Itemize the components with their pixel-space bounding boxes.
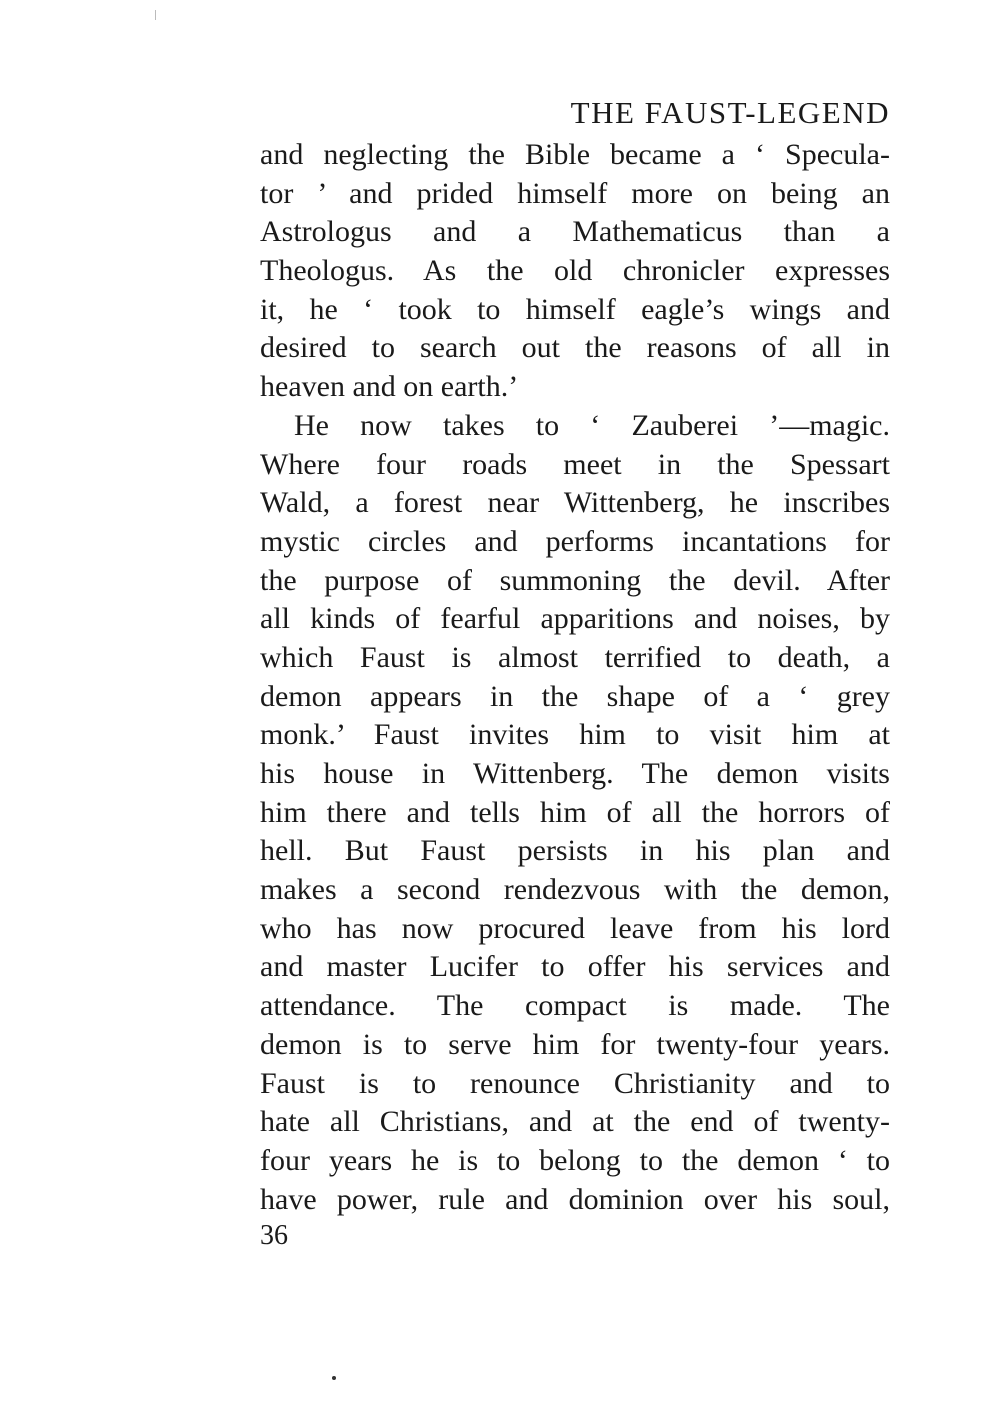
text-line: Where four roads meet in the Spessart	[260, 447, 890, 481]
text-line: Wald, a forest near Wittenberg, he inscribes	[260, 486, 890, 520]
margin-mark	[155, 10, 156, 20]
text-line: the purpose of summoning the devil. After	[260, 563, 890, 597]
text-line: He now takes to ‘ Zauberei ’—magic.	[294, 408, 890, 442]
text-line: hell. But Faust persists in his plan and	[260, 834, 890, 868]
text-line: who has now procured leave from his lord	[260, 911, 890, 945]
text-line: which Faust is almost terrified to death, a	[260, 640, 890, 674]
text-line: makes a second rendezvous with the demon,	[260, 873, 890, 907]
text-line: Theologus. As the old chronicler expresses	[260, 254, 890, 288]
text-line: mystic circles and performs incantations for	[260, 524, 890, 558]
text-line: heaven and on earth.’	[260, 370, 519, 404]
text-line: attendance. The compact is made. The	[260, 989, 890, 1023]
text-line: and master Lucifer to offer his services and	[260, 950, 890, 984]
text-line: four years he is to belong to the demon ‘ to	[260, 1143, 890, 1177]
text-line: monk.’ Faust invites him to visit him at	[260, 718, 890, 752]
text-line: tor ’ and prided himself more on being an	[260, 176, 890, 210]
text-line: hate all Christians, and at the end of twenty-	[260, 1105, 890, 1139]
print-speck	[332, 1376, 336, 1380]
text-line: desired to search out the reasons of all in	[260, 331, 890, 365]
text-line: and neglecting the Bible became a ‘ Specula-	[260, 138, 890, 171]
page-number: 36	[260, 1220, 288, 1251]
running-head: THE FAUST-LEGEND	[570, 95, 890, 130]
body-text	[260, 136, 890, 1219]
text-line: demon appears in the shape of a ‘ grey	[260, 679, 890, 713]
text-line: all kinds of fearful apparitions and noises, by	[260, 602, 890, 636]
text-line: it, he ‘ took to himself eagle’s wings and	[260, 292, 890, 326]
text-line: Astrologus and a Mathematicus than a	[260, 215, 890, 249]
text-line: Faust is to renounce Christianity and to	[260, 1066, 890, 1100]
text-line: have power, rule and dominion over his soul,	[260, 1182, 890, 1216]
text-line: his house in Wittenberg. The demon visits	[260, 757, 890, 790]
text-line: demon is to serve him for twenty-four years.	[260, 1027, 890, 1061]
text-line: him there and tells him of all the horrors of	[260, 795, 890, 829]
